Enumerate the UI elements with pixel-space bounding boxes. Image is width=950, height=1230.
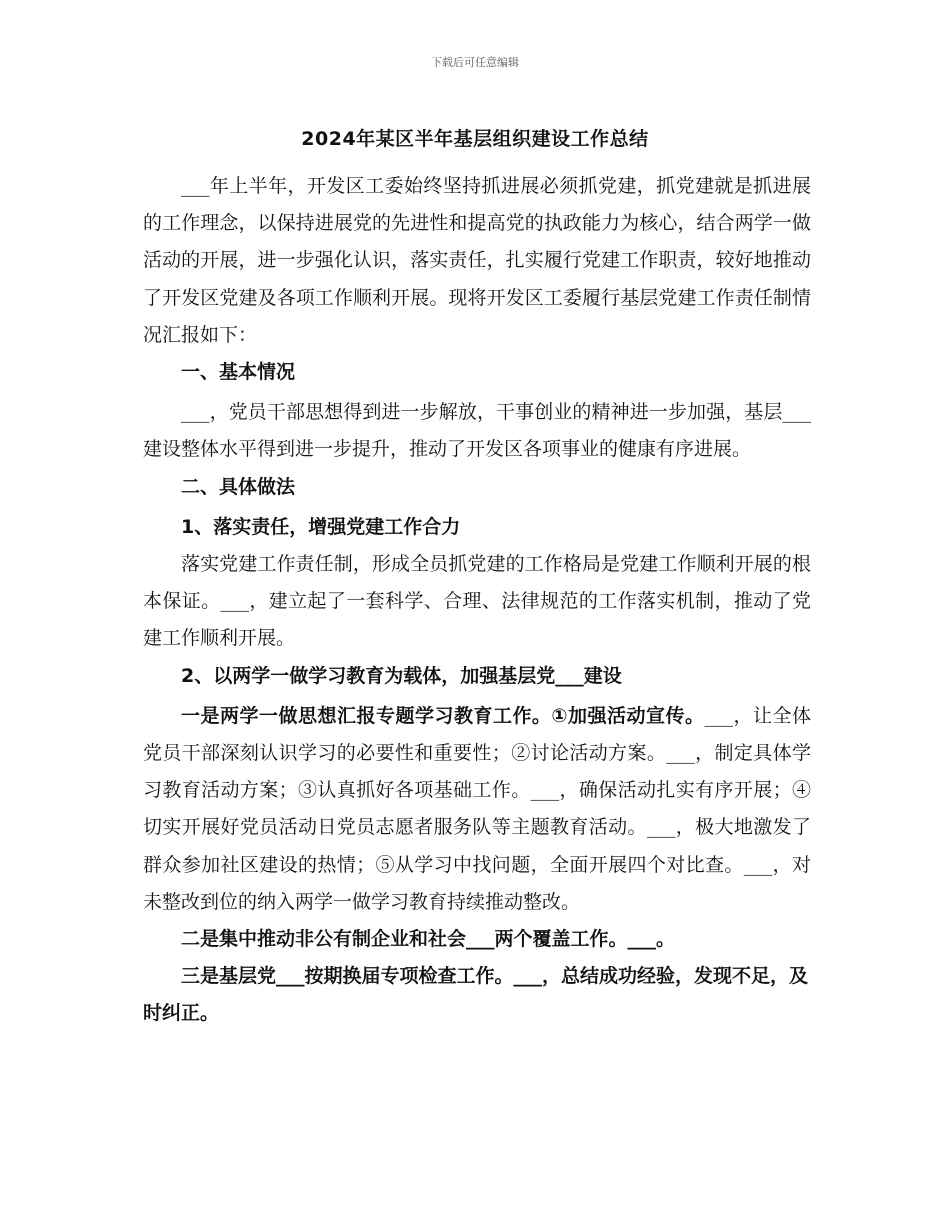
section-heading-basic: 一、基本情况 <box>181 361 296 384</box>
item-one-text: ___，让全体党员干部深刻认识学习的必要性和重要性；②讨论活动方案。___，制定具体学习教育活动方案；③认真抓好各项基础工作。___，确保活动扎实有序开展；④切实开展好党员活动日党员志愿者服务队等主题教育活动。___，极大地激发了群众参加社区建设的热情；⑤从学习中找问题，全面开展四个对比查。___，对未整改到位的纳入两学一做学习教育持续推动整改。 <box>143 704 811 913</box>
header-note: 下载后可任意编辑 <box>431 56 519 69</box>
subsection-responsibility-text: 落实党建工作责任制，形成全员抓党建的工作格局是党建工作顺利开展的根本保证。___，建立起了一套科学、合理、法律规范的工作落实机制，推动了党建工作顺利开展。 <box>143 553 811 650</box>
item-one-lead: 一是两学一做思想汇报专题学习教育工作。①加强活动宣传。 <box>181 704 705 727</box>
item-one-paragraph <box>143 698 811 921</box>
document-title: 2024年某区半年基层组织建设工作总结 <box>301 128 649 150</box>
subsection-heading-responsibility: 1、落实责任，增强党建工作合力 <box>181 515 461 538</box>
item-two-paragraph: 二是集中推动非公有制企业和社会___两个覆盖工作。___。 <box>181 928 676 951</box>
subsection-heading-education: 2、以两学一做学习教育为载体，加强基层党___建设 <box>181 664 622 687</box>
section-heading-methods: 二、具体做法 <box>181 475 296 498</box>
item-three-paragraph: 三是基层党___按期换届专项检查工作。___，总结成功经验，发现不足，及时纠正。 <box>143 965 809 1025</box>
document-body <box>143 168 811 1033</box>
section-basic-text: ___，党员干部思想得到进一步解放，干事创业的精神进一步加强，基层___建设整体水平得到进一步提升，推动了开发区各项事业的健康有序进展。 <box>143 401 811 461</box>
intro-paragraph: ___年上半年，开发区工委始终坚持抓进展必须抓党建，抓党建就是抓进展的工作理念，以保持进展党的先进性和提高党的执政能力为核心，结合两学一做活动的开展，进一步强化认识，落实责任，扎实履行党建工作职责，较好地推动了开发区党建及各项工作顺利开展。现将开发区工委履行基层党建工作责任制情况汇报如下： <box>143 175 811 346</box>
